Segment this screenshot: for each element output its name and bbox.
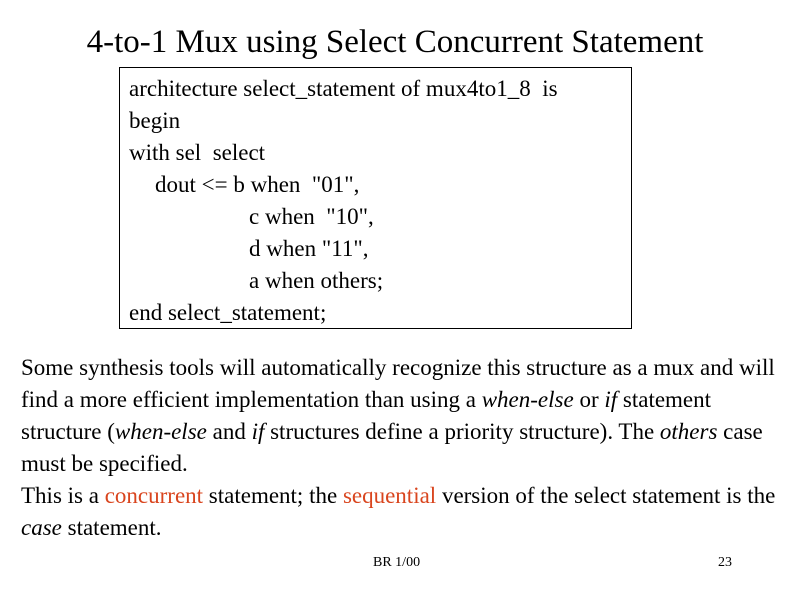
code-line-dout-b: dout <= b when "01", [155, 172, 360, 197]
code-line-a-others: a when others; [249, 268, 384, 293]
body-p1-others: others [659, 419, 718, 444]
body-p2-case: case [21, 515, 62, 540]
code-line-d: d when "11", [249, 236, 369, 261]
code-line-c: c when "10", [249, 204, 374, 229]
body-p1-if: if [604, 387, 618, 412]
code-line-end: end select_statement; [129, 300, 327, 325]
body-p1-text-d: and [206, 419, 252, 444]
body-p1-text-f: case must be specified. [21, 419, 763, 476]
body-p2-text-c: version of the select statement is the [436, 483, 776, 508]
code-box [119, 67, 632, 329]
body-p1-text-c: statement structure ( [21, 387, 712, 444]
body-p2-text-b: statement; the [203, 483, 343, 508]
slide-title: 4-to-1 Mux using Select Concurrent Statement [86, 24, 704, 60]
body-p1-when-else: when-else [481, 387, 574, 412]
code-line-architecture: architecture select_statement of mux4to1_8 is [129, 76, 558, 101]
code-line-begin: begin [129, 108, 181, 133]
body-text [21, 352, 781, 544]
page-number: 23 [718, 555, 732, 570]
code-line-with-select: with sel select [129, 140, 266, 165]
body-p1-text-e: structures define a priority structure). The [264, 419, 660, 444]
body-p2-text-a: This is a [21, 483, 105, 508]
body-p1-when-else-2: when-else [114, 419, 207, 444]
body-p1-text-a: Some synthesis tools will automatically recognize this structure as a mux and will find a more efficient implementation than using a [21, 355, 775, 412]
footer-center: BR 1/00 [373, 555, 421, 570]
body-p1-if-2: if [251, 419, 265, 444]
body-p1-text-b: or [573, 387, 605, 412]
body-p2-text-d: statement. [61, 515, 162, 540]
body-p2-sequential: sequential [342, 483, 437, 508]
body-p2-concurrent: concurrent [104, 483, 204, 508]
